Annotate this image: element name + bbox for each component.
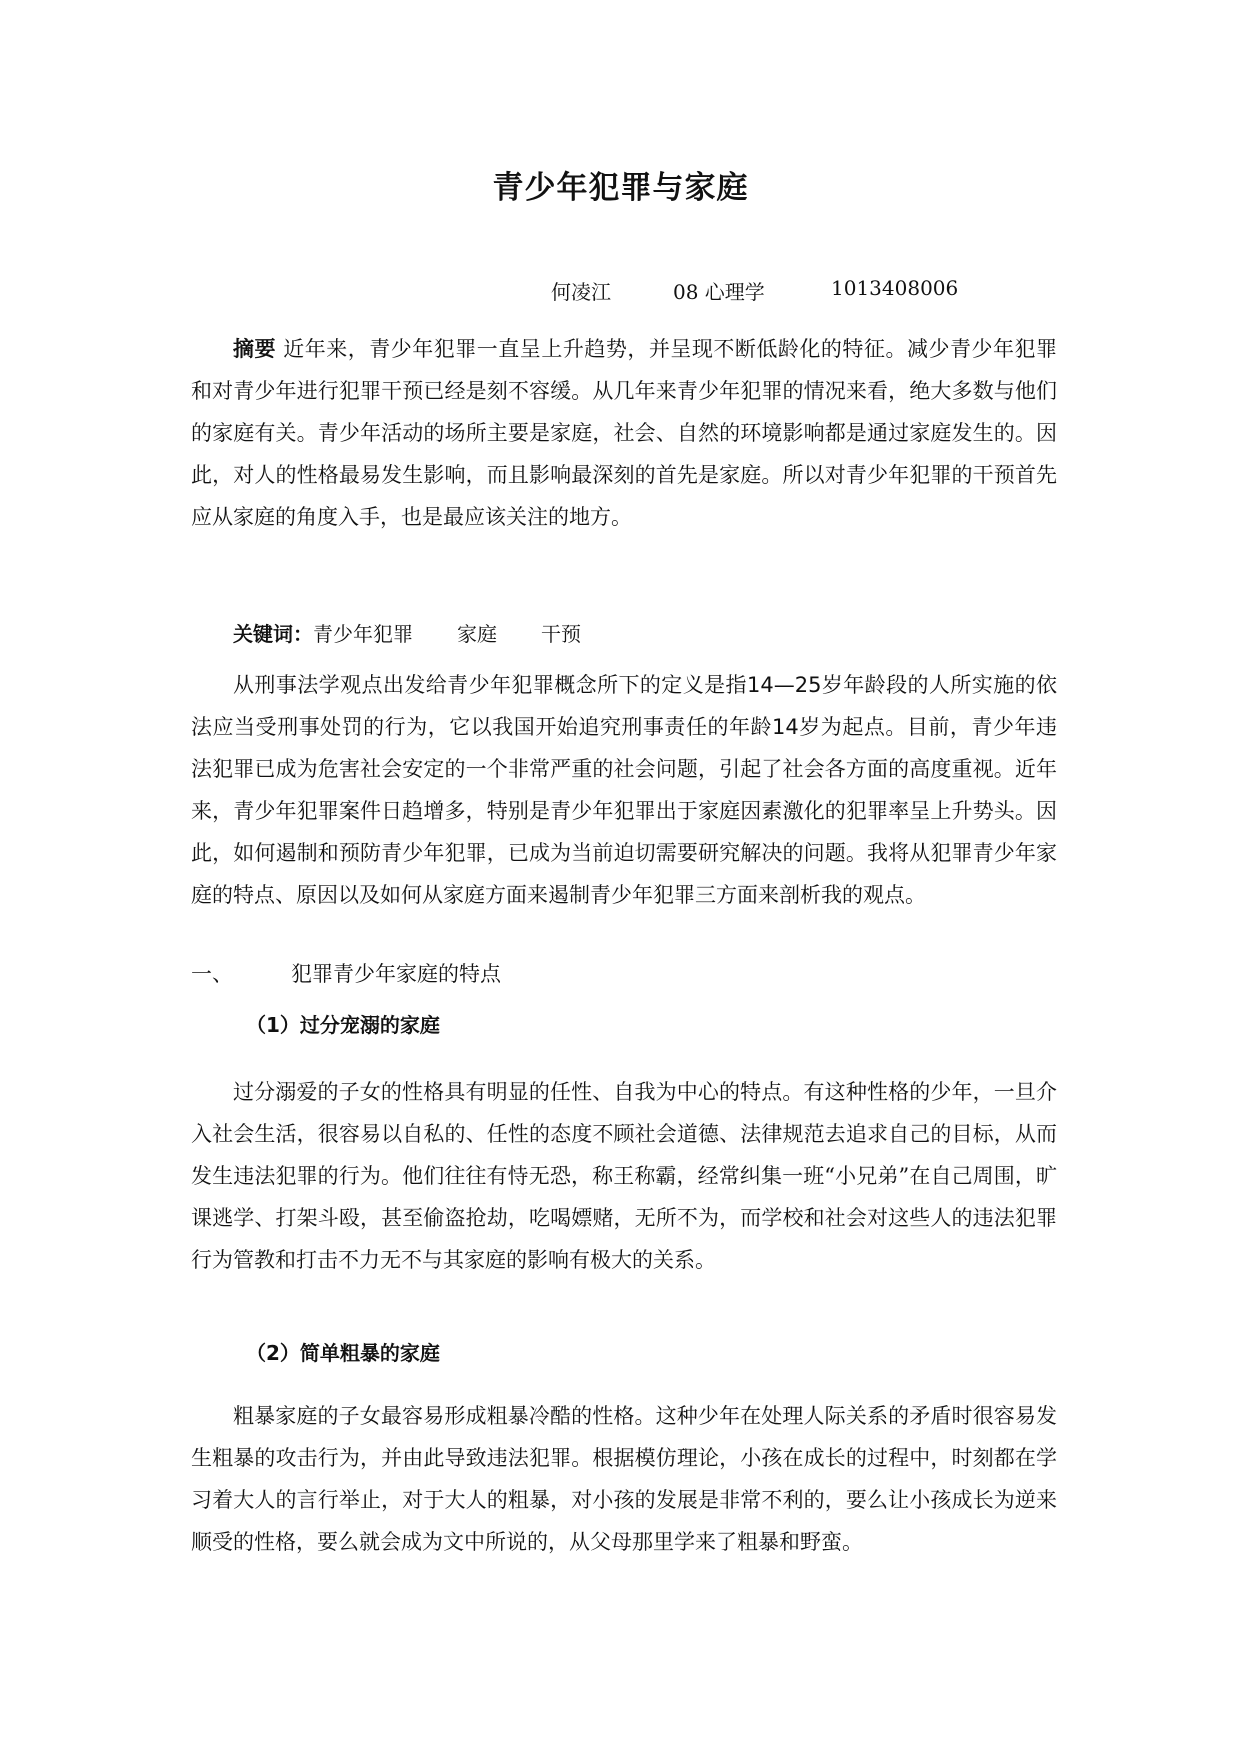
abstract-label: 摘要 <box>233 337 277 361</box>
author-name: 何凌江 <box>551 280 611 304</box>
subsection-heading: （2）简单粗暴的家庭 <box>246 1341 440 1365</box>
abstract-text: 近年来，青少年犯罪一直呈上升趋势，并呈现不断低龄化的特征。减少青少年犯罪和对青少年进行犯罪干预已经是刻不容缓。从几年来青少年犯罪的情况来看，绝大多数与他们的家庭有关。青少年活动的场所主要是家庭，社会、自然的环境影响都是通过家庭发生的。因此，对人的性格最易发生影响，而且影响最深刻的首先是家庭。所以对青少年犯罪的干预首先应从家庭的角度入手，也是最应该关注的地方。 <box>191 337 1058 529</box>
age-range: 14—25 <box>746 673 822 697</box>
keyword-item: 干预 <box>541 622 581 646</box>
keyword-item: 家庭 <box>457 622 497 646</box>
intro-text: 从刑事法学观点出发给青少年犯罪概念所下的定义是指 <box>233 673 747 697</box>
subsection-paragraph: 粗暴家庭的子女最容易形成粗暴冷酷的性格。这种少年在处理人际关系的矛盾时很容易发生粗暴的攻击行为，并由此导致违法犯罪。根据模仿理论，小孩在成长的过程中，时刻都在学习着大人的言行举止，对于大人的粗暴，对小孩的发展是非常不利的，要么让小孩成长为逆来顺受的性格，要么就会成为文中所说的，从父母那里学来了粗暴和野蛮。 <box>191 1404 1057 1554</box>
intro-text: 岁年龄段的人所实施的依法应当受刑事处罚的行为，它以我国开始追究刑事责任的年龄 <box>191 673 1058 739</box>
intro-paragraph <box>191 664 1057 916</box>
intro-section <box>191 664 1057 916</box>
keyword-item: 青少年犯罪 <box>313 622 413 646</box>
intro-text: 岁为起点。目前，青少年违法犯罪已成为危害社会安定的一个非常严重的社会问题，引起了社会各方面的高度重视。近年来，青少年犯罪案件日趋增多，特别是青少年犯罪出于家庭因素激化的犯罪率呈上升势头。因此，如何遏制和预防青少年犯罪，已成为当前迫切需要研究解决的问题。我将从犯罪青少年家庭的特点、原因以及如何从家庭方面来遏制青少年犯罪三方面来剖析我的观点。 <box>191 715 1058 907</box>
author-student-id: 1013408006 <box>831 276 959 300</box>
document-title: 青少年犯罪与家庭 <box>492 170 749 206</box>
age-value: 14 <box>772 715 799 739</box>
section-title: 犯罪青少年家庭的特点 <box>291 962 501 986</box>
subsection-paragraph: 过分溺爱的子女的性格具有明显的任性、自我为中心的特点。有这种性格的少年，一旦介入社会生活，很容易以自私的、任性的态度不顾社会道德、法律规范去追求自己的目标，从而发生违法犯罪的行为。他们往往有恃无恐，称王称霸，经常纠集一班“小兄弟”在自己周围，旷课逃学、打架斗殴，甚至偷盗抢劫，吃喝嫖赌，无所不为，而学校和社会对这些人的违法犯罪行为管教和打击不力无不与其家庭的影响有极大的关系。 <box>191 1080 1057 1272</box>
subsection-body <box>191 1395 1057 1563</box>
section-heading <box>191 958 501 988</box>
author-major: 08 心理学 <box>673 280 765 304</box>
keywords-line <box>233 618 581 647</box>
subsection-body <box>191 1071 1057 1281</box>
section-number: 一、 <box>191 962 233 986</box>
keywords-label: 关键词： <box>233 622 313 646</box>
abstract-paragraph <box>191 328 1057 538</box>
subsection-heading: （1）过分宠溺的家庭 <box>246 1013 440 1037</box>
abstract-section <box>191 328 1057 538</box>
